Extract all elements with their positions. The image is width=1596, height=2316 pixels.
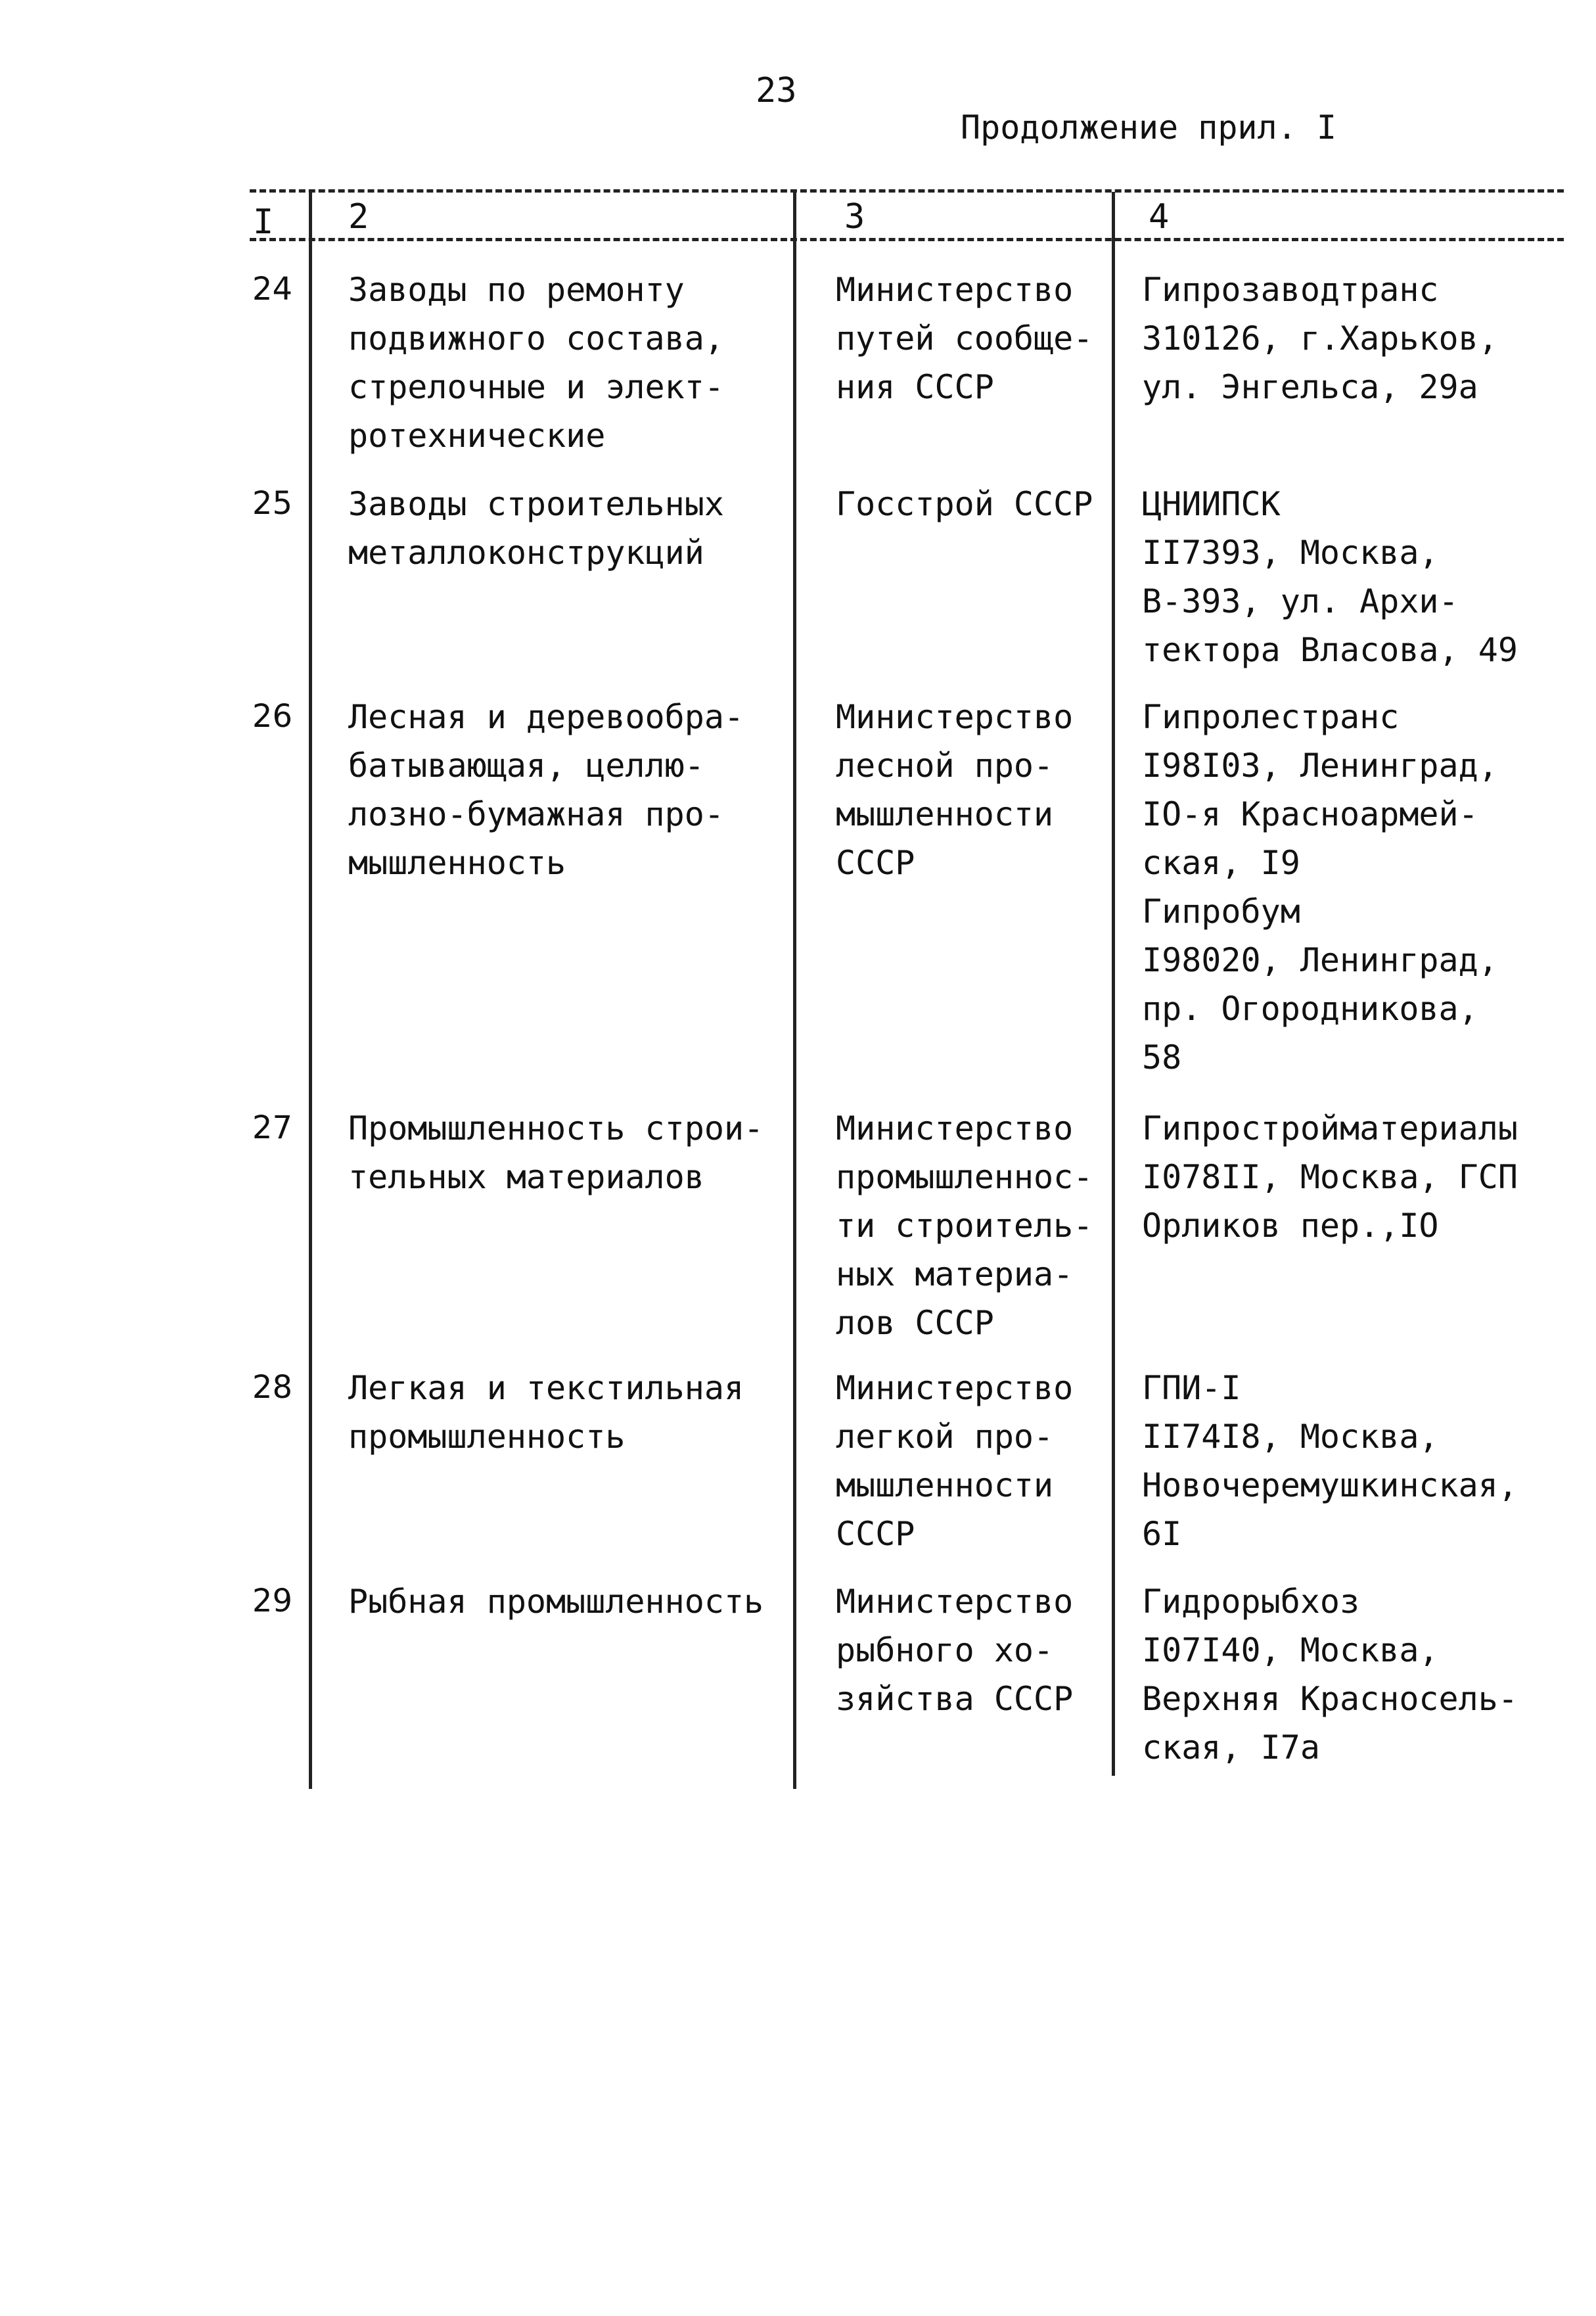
column-rule-3 xyxy=(1112,192,1115,1776)
row-number: 29 xyxy=(252,1583,292,1619)
column-number-1: I xyxy=(253,202,274,242)
industry-cell: Промышленность строи- тельных материалов xyxy=(348,1109,764,1196)
industry-cell: Заводы строительных металлоконструкций xyxy=(348,485,724,572)
column-rule-1 xyxy=(309,192,312,1789)
ministry-cell: Министерство рыбного хо- зяйства СССР xyxy=(836,1583,1074,1718)
continuation-label: Продолжение прил. I xyxy=(961,108,1336,147)
page-number: 23 xyxy=(756,71,797,110)
ministry-cell: Министерство путей сообще- ния СССР xyxy=(836,271,1093,406)
header-bottom-rule xyxy=(250,238,1564,241)
column-number-3: 3 xyxy=(844,197,865,237)
column-number-2: 2 xyxy=(348,197,369,237)
column-rule-2 xyxy=(793,192,796,1789)
row-number: 27 xyxy=(252,1109,292,1146)
ministry-cell: Министерство промышленнос- ти строитель- ных материа- лов СССР xyxy=(836,1109,1093,1342)
institute-cell: Гипростройматериалы I078II, Москва, ГСП Орликов пер.,IO xyxy=(1142,1109,1518,1245)
ministry-cell: Министерство легкой про- мышленности СССР xyxy=(836,1369,1074,1553)
ministry-cell: Министерство лесной про- мышленности СССР xyxy=(836,698,1074,882)
institute-cell: ЦНИИПСК II7393, Москва, В-393, ул. Архи- тектора Власова, 49 xyxy=(1142,485,1518,669)
row-number: 25 xyxy=(252,485,292,522)
row-number: 24 xyxy=(252,271,292,308)
row-number: 28 xyxy=(252,1369,292,1406)
institute-cell: Гипрозаводтранс 310126, г.Харьков, ул. Энгельса, 29а xyxy=(1142,271,1498,406)
header-top-rule xyxy=(250,189,1564,193)
institute-cell: Гидрорыбхоз I07I40, Москва, Верхняя Красносель- ская, I7а xyxy=(1142,1583,1518,1767)
row-number: 26 xyxy=(252,698,292,735)
ministry-cell: Госстрой СССР xyxy=(836,485,1093,523)
institute-cell: ГПИ-I II74I8, Москва, Новочеремушкинская, 6I xyxy=(1142,1369,1518,1553)
industry-cell: Рыбная промышленность xyxy=(348,1583,764,1621)
industry-cell: Заводы по ремонту подвижного состава, стрелочные и элект- ротехнические xyxy=(348,271,724,455)
industry-cell: Лесная и деревообра- батывающая, целлю- лозно-бумажная про- мышленность xyxy=(348,698,744,882)
column-number-4: 4 xyxy=(1149,197,1170,237)
institute-cell: Гипролестранс I98I03, Ленинград, IO-я Красноармей- ская, I9 Гипробум I98020, Ленинград, пр. Огородникова, 58 xyxy=(1142,698,1498,1077)
industry-cell: Легкая и текстильная промышленность xyxy=(348,1369,744,1456)
